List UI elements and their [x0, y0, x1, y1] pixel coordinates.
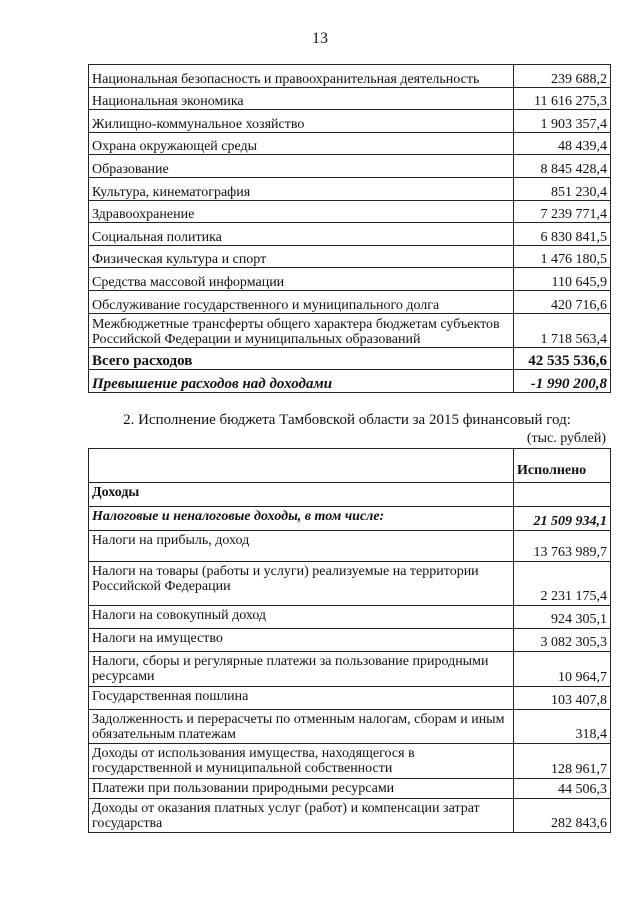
row-value: 8 845 428,4: [514, 155, 611, 178]
table-row: [89, 606, 611, 629]
deficit-row: [89, 370, 611, 393]
table-row: [89, 177, 611, 200]
table-row: [89, 65, 611, 88]
table-row: [89, 779, 611, 799]
table-row: [89, 629, 611, 652]
row-label: Социальная политика: [89, 223, 514, 246]
header-executed: Исполнено: [514, 449, 611, 483]
row-label: Налоги на прибыль, доход: [89, 531, 514, 562]
row-label: Налоги на товары (работы и услуги) реализуемые на территории Российской Федерации: [89, 562, 514, 606]
row-label: Налоги, сборы и регулярные платежи за пользование природными ресурсами: [89, 652, 514, 687]
expenses-table: [88, 64, 611, 393]
row-value: 2 231 175,4: [514, 562, 611, 606]
row-value: 128 961,7: [514, 744, 611, 779]
row-value: 420 716,6: [514, 290, 611, 313]
row-label: Задолженность и перерасчеты по отменным налогам, сборам и иным обязательным платежам: [89, 710, 514, 744]
table-row: [89, 268, 611, 291]
row-value: 924 305,1: [514, 606, 611, 629]
page-number: 13: [312, 30, 328, 47]
row-label: Средства массовой информации: [89, 268, 514, 291]
table-row: [89, 710, 611, 744]
table-row: [89, 313, 611, 347]
table-row: [89, 87, 611, 110]
table-row: [89, 744, 611, 779]
row-value: 6 830 841,5: [514, 223, 611, 246]
row-label: Физическая культура и спорт: [89, 245, 514, 268]
row-label: Налоги на имущество: [89, 629, 514, 652]
row-value: 1 718 563,4: [514, 313, 611, 347]
row-value: 239 688,2: [514, 65, 611, 88]
row-value: 13 763 989,7: [514, 531, 611, 562]
row-value: 44 506,3: [514, 779, 611, 799]
row-value: 282 843,6: [514, 799, 611, 833]
row-label: Национальная безопасность и правоохранительная деятельность: [89, 65, 514, 88]
total-expenses-row: [89, 347, 611, 370]
row-label: Всего расходов: [89, 347, 514, 370]
table-row: [89, 200, 611, 223]
table-row: [89, 562, 611, 606]
table-row: [89, 132, 611, 155]
table-row: [89, 799, 611, 833]
table-row: [89, 531, 611, 562]
row-value: 851 230,4: [514, 177, 611, 200]
row-value: 110 645,9: [514, 268, 611, 291]
table-row: [89, 290, 611, 313]
row-value: -1 990 200,8: [514, 370, 611, 393]
row-value: 3 082 305,3: [514, 629, 611, 652]
units-label: (тыс. рублей): [526, 431, 606, 446]
table-row: [89, 155, 611, 178]
row-value: 42 535 536,6: [514, 347, 611, 370]
section-label: Доходы: [89, 483, 514, 507]
row-value: 318,4: [514, 710, 611, 744]
empty-cell: [514, 483, 611, 507]
row-value: 11 616 275,3: [514, 87, 611, 110]
row-value: 10 964,7: [514, 652, 611, 687]
row-label: Культура, кинематография: [89, 177, 514, 200]
row-value: 1 903 357,4: [514, 110, 611, 133]
row-label: Превышение расходов над доходами: [89, 370, 514, 393]
row-label: Государственная пошлина: [89, 687, 514, 710]
row-value: 103 407,8: [514, 687, 611, 710]
row-label: Здравоохранение: [89, 200, 514, 223]
table-row: [89, 652, 611, 687]
row-label: Налоговые и неналоговые доходы, в том числе:: [89, 507, 514, 531]
row-label: Доходы от оказания платных услуг (работ) и компенсации затрат государства: [89, 799, 514, 833]
row-label: Платежи при пользовании природными ресурсами: [89, 779, 514, 799]
section-title: 2. Исполнение бюджета Тамбовской области за 2015 финансовый год:: [123, 412, 571, 428]
row-label: Национальная экономика: [89, 87, 514, 110]
table-row: [89, 687, 611, 710]
row-label: Жилищно-коммунальное хозяйство: [89, 110, 514, 133]
table-row: [89, 245, 611, 268]
row-label: Налоги на совокупный доход: [89, 606, 514, 629]
section-row: [89, 483, 611, 507]
row-label: Доходы от использования имущества, находящегося в государственной и муниципальной собственности: [89, 744, 514, 779]
header-empty-cell: [89, 449, 514, 483]
row-label: Охрана окружающей среды: [89, 132, 514, 155]
row-value: 21 509 934,1: [514, 507, 611, 531]
row-label: Межбюджетные трансферты общего характера бюджетам субъектов Российской Федерации и муниципальных образований: [89, 313, 514, 347]
table-row: [89, 223, 611, 246]
row-label: Обслуживание государственного и муниципального долга: [89, 290, 514, 313]
row-value: 48 439,4: [514, 132, 611, 155]
row-label: Образование: [89, 155, 514, 178]
row-value: 7 239 771,4: [514, 200, 611, 223]
table-row: [89, 507, 611, 531]
row-value: 1 476 180,5: [514, 245, 611, 268]
table-row: [89, 110, 611, 133]
income-table: [88, 448, 611, 833]
header-row: [89, 449, 611, 483]
